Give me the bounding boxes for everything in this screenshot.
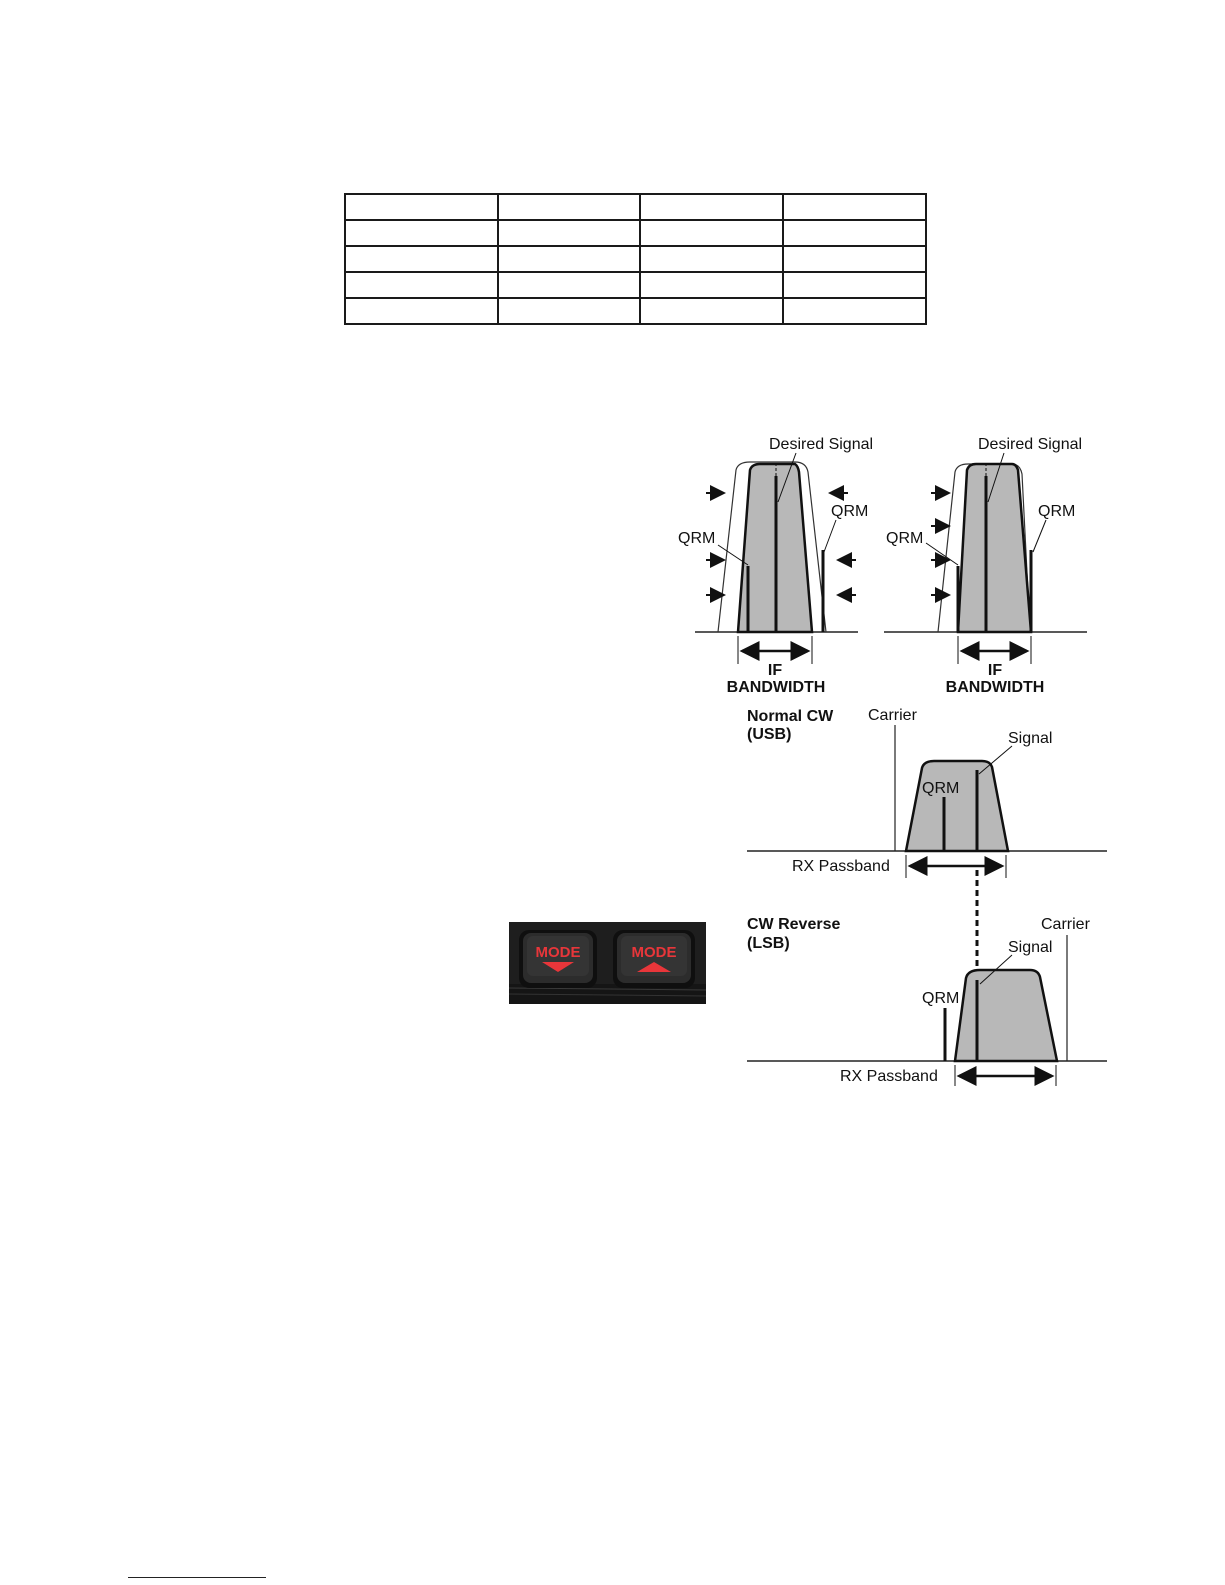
qrm-right-label: QRM (831, 503, 869, 520)
leader-qrm-right (1033, 520, 1046, 552)
cw-reverse-diagram (747, 916, 1107, 1086)
mode-down-label: MODE (535, 944, 581, 961)
if-diagram-left (678, 436, 873, 696)
passband-label: RX Passband (792, 858, 890, 875)
bandwidth-label: BANDWIDTH (945, 679, 1045, 696)
footnote-separator (128, 1577, 266, 1578)
cw-reverse-subtitle: (LSB) (747, 935, 790, 952)
leader-qrm-right (824, 520, 836, 552)
qrm-label: QRM (922, 990, 960, 1007)
if-diagram-right (884, 436, 1087, 696)
mode-down-button[interactable] (519, 930, 597, 988)
passband-shape (906, 761, 1008, 851)
qrm-right-label: QRM (1038, 503, 1076, 520)
desired-signal-label: Desired Signal (978, 436, 1083, 453)
mode-buttons-image (509, 922, 706, 1004)
desired-signal-label: Desired Signal (769, 436, 874, 453)
passband-label: RX Passband (840, 1068, 938, 1085)
if-label: IF (767, 662, 783, 679)
carrier-label: Carrier (868, 707, 917, 724)
leader-qrm-left (926, 543, 958, 565)
passband-shape (955, 970, 1057, 1061)
qrm-left-label: QRM (678, 530, 716, 547)
normal-cw-title: Normal CW (747, 708, 834, 725)
mode-up-label: MODE (631, 944, 677, 961)
carrier-label: Carrier (1041, 916, 1090, 933)
if-label: IF (987, 662, 1003, 679)
normal-cw-subtitle: (USB) (747, 726, 792, 743)
signal-label: Signal (1008, 939, 1053, 956)
signal-label: Signal (1008, 730, 1053, 747)
normal-cw-diagram (747, 707, 1107, 878)
bandwidth-label: BANDWIDTH (726, 679, 826, 696)
qrm-left-label: QRM (886, 530, 924, 547)
cw-reverse-title: CW Reverse (747, 916, 841, 933)
mode-buttons-photo (509, 922, 706, 1004)
qrm-label: QRM (922, 780, 960, 797)
narrow-filter-shape (958, 464, 1031, 632)
mode-up-button[interactable] (613, 930, 695, 988)
